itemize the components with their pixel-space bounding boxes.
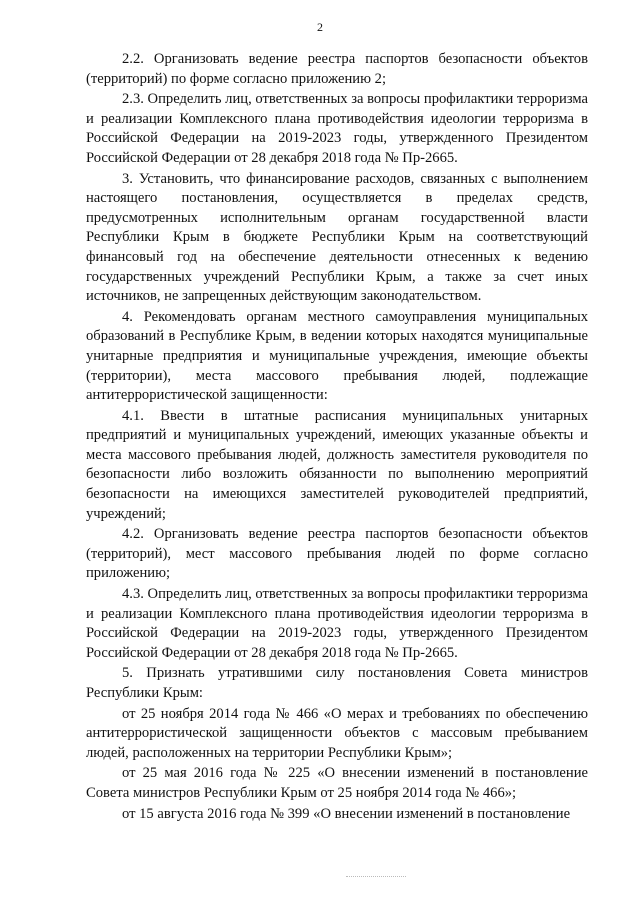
paragraph-2-3: 2.3. Определить лиц, ответственных за вопросы профилактики терроризма и реализации Комплексного плана противодействия идеологии терроризма в Российской Федерации на 2019-2023 годы, утвержденного Президентом Российской Федерации от 28 декабря 2018 года № Пр-2665. (86, 91, 588, 166)
repealed-item-225: от 25 мая 2016 года № 225 «О внесении изменений в постановление Совета министров Республики Крым от 25 ноября 2014 года № 466»; (86, 765, 588, 801)
scan-artifact (346, 872, 406, 877)
paragraph-4-3: 4.3. Определить лиц, ответственных за вопросы профилактики терроризма и реализации Комплексного плана противодействия идеологии терроризма в Российской Федерации на 2019-2023 годы, утвержденного Президентом Российской Федерации от 28 декабря 2018 года № Пр-2665. (86, 586, 588, 661)
paragraph-4-2: 4.2. Организовать ведение реестра паспортов безопасности объектов (территорий), мест массового пребывания людей по форме согласно приложению; (86, 526, 588, 582)
repealed-item-466: от 25 ноября 2014 года № 466 «О мерах и требованиях по обеспечению антитеррористической защищенности объектов с массовым пребыванием людей, расположенных на территории Республики Крым»; (86, 705, 588, 761)
repealed-item-399: от 15 августа 2016 года № 399 «О внесении изменений в постановление (122, 805, 571, 822)
paragraph-4-1: 4.1. Ввести в штатные расписания муниципальных унитарных предприятий и муниципальных учреждений, имеющих указанные объекты и места массового пребывания людей, должность заместителя руководителя по безопасности либо возложить обязанности по выполнению мероприятий безопасности на имеющихся заместителей руководителей предприятий, учреждений; (86, 407, 588, 522)
page-number: 2 (317, 20, 323, 34)
paragraph-4: 4. Рекомендовать органам местного самоуправления муниципальных образований в Республике Крым, в ведении которых находятся муниципальные унитарные предприятия и муниципальные учреждения, имеющие объекты (территории), места массового пребывания людей, подлежащие антитеррористической защищенности: (86, 308, 588, 404)
paragraph-3: 3. Установить, что финансирование расходов, связанных с выполнением настоящего постановления, осуществляется в пределах средств, предусмотренных исполнительным органам государственной власти Республики Крым в бюджете Республики Крым на соответствующий финансовый год на обеспечение деятельности отнесенных к ведению государственных учреждений Республики Крым, а также за счет иных источников, не запрещенных действующим законодательством. (86, 170, 588, 305)
paragraph-2-2: 2.2. Организовать ведение реестра паспортов безопасности объектов (территорий) по форме согласно приложению 2; (86, 51, 588, 87)
paragraph-5: 5. Признать утратившими силу постановления Совета министров Республики Крым: (86, 665, 588, 701)
document-body (86, 50, 588, 824)
